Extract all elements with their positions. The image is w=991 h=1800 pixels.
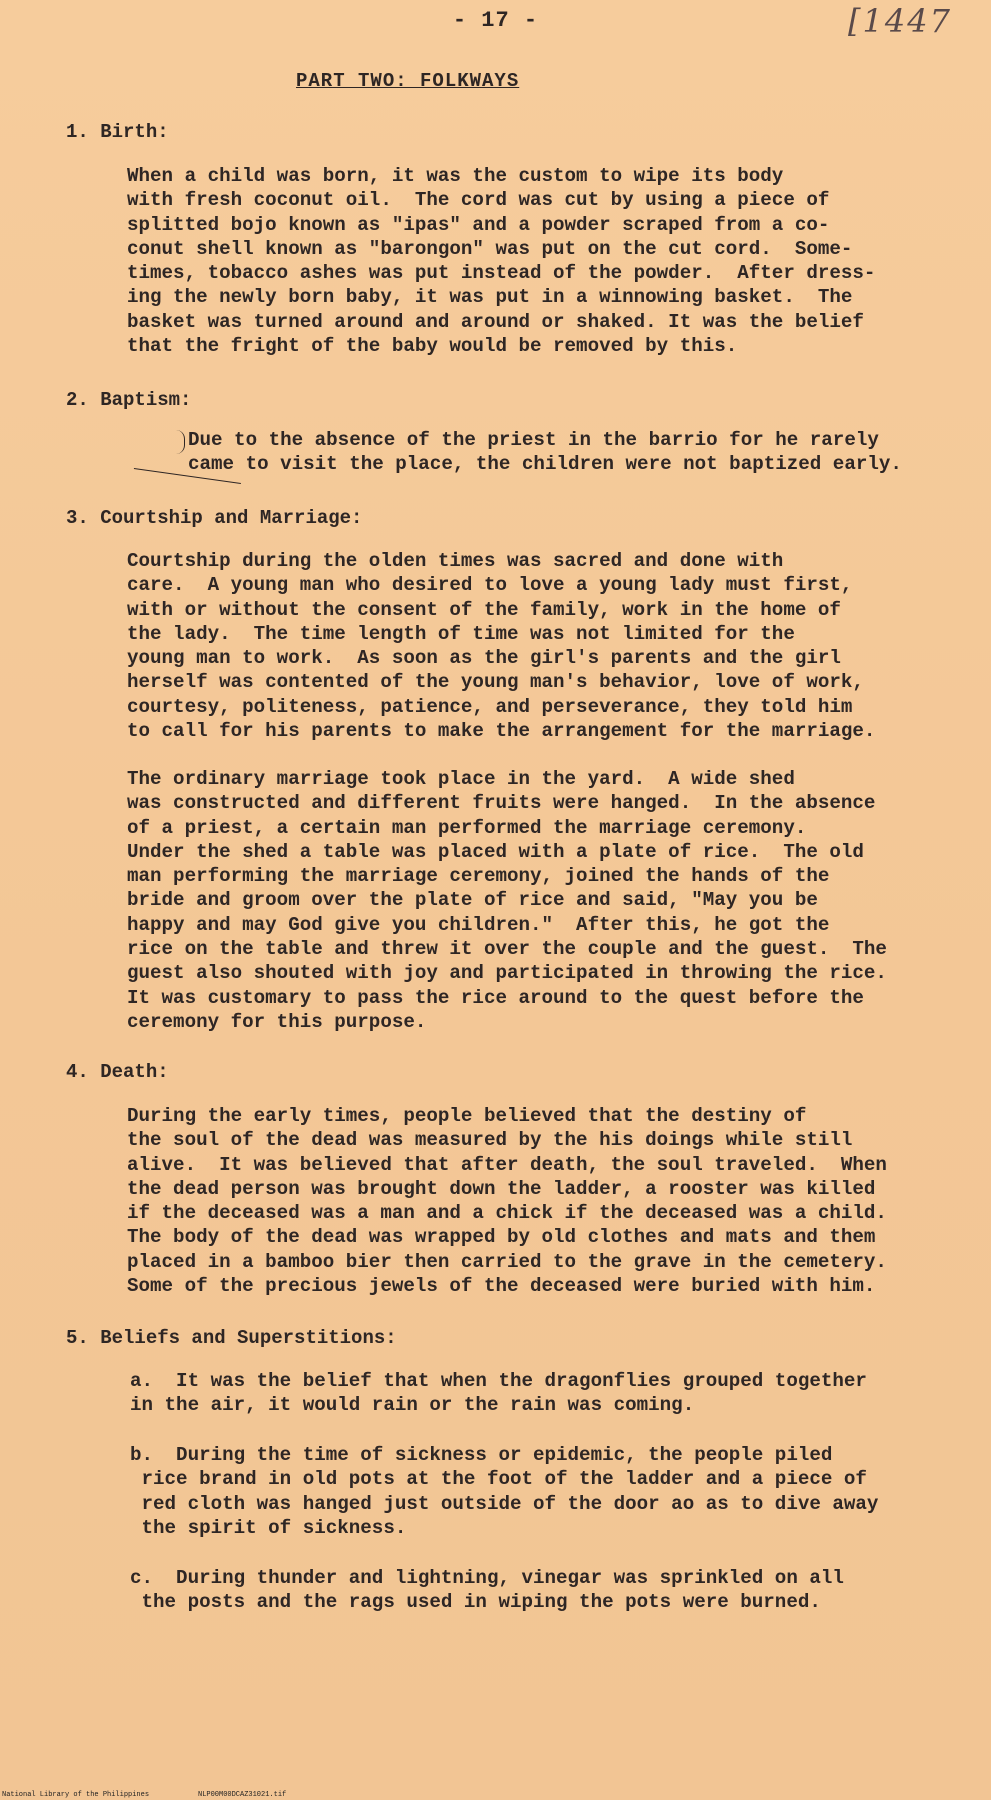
section-heading-death: 4. Death: [66,1061,169,1083]
belief-item-a: a. It was the belief that when the dragonflies grouped together in the air, it would rain or the rain was coming. [130,1370,867,1417]
section-heading-birth: 1. Birth: [66,121,169,143]
belief-item-b: b. During the time of sickness or epidemic, the people piled rice brand in old pots at the foot of the ladder and a piece of red cloth was hanged just outside of the door ao as to dive away the spirit of sickness. [130,1444,879,1539]
page-number: - 17 - [452,8,539,33]
section-text-death: During the early times, people believed that the destiny of the soul of the dead was measured by the his doings while still alive. It was believed that after death, the soul traveled. When the dead person was brought down the ladder, a rooster was killed if the deceased was a man and a chick if the deceased was a child. The body of the dead was wrapped by old clothes and mats and them placed in a bamboo bier then carried to the grave in the cemetery. Some of the precious jewels of the deceased were buried with him. [127,1105,887,1298]
document-title: PART TWO: FOLKWAYS [296,70,520,92]
section-heading-beliefs: 5. Beliefs and Superstitions: [66,1327,397,1349]
section-heading-courtship-marriage: 3. Courtship and Marriage: [66,507,363,529]
correction-bracket-mark [176,430,185,454]
section-heading-baptism: 2. Baptism: [66,389,192,411]
section-text-courtship: Courtship during the olden times was sacred and done with care. A young man who desired to love a young lady must first, with or without the consent of the family, work in the home of the lady. The time length of time was not limited for the young man to work. As soon as the girl's parents and the girl herself was contented of the young man's behavior, love of work, courtesy, politeness, patience, and perseverance, they told him to call for his parents to make the arrangement for the marriage. [127,550,876,743]
handwritten-page-number: [1447 [848,2,952,40]
footer-library-name: National Library of the Philippines [2,1791,150,1799]
section-text-birth: When a child was born, it was the custom to wipe its body with fresh coconut oil. The cord was cut by using a piece of splitted bojo known as "ipas" and a powder scraped from a co- conut shell known as "barongon" was put on the cut cord. Some- times, tobacco ashes was put instead of the powder. After dress- ing the newly born baby, it was put in a winnowing basket. The basket was turned around and around or shaked. It was the belief that the fright of the baby would be removed by this. [127,165,876,358]
footer-file-name: NLP00M00DCAZ31021.tif [198,1791,287,1799]
section-text-baptism: Due to the absence of the priest in the barrio for he rarely came to visit the place, the children were not baptized early. [188,429,902,476]
section-text-marriage: The ordinary marriage took place in the yard. A wide shed was constructed and different fruits were hanged. In the absence of a priest, a certain man performed the marriage ceremony. Under the shed a table was placed with a plate of rice. The old man performing the marriage ceremony, joined the hands of the bride and groom over the plate of rice and said, "May you be happy and may God give you children." After this, he got the rice on the table and threw it over the couple and the guest. The guest also shouted with joy and participated in throwing the rice. It was customary to pass the rice around to the quest before the ceremony for this purpose. [127,768,887,1033]
belief-item-c: c. During thunder and lightning, vinegar was sprinkled on all the posts and the rags used in wiping the pots were burned. [130,1567,844,1614]
